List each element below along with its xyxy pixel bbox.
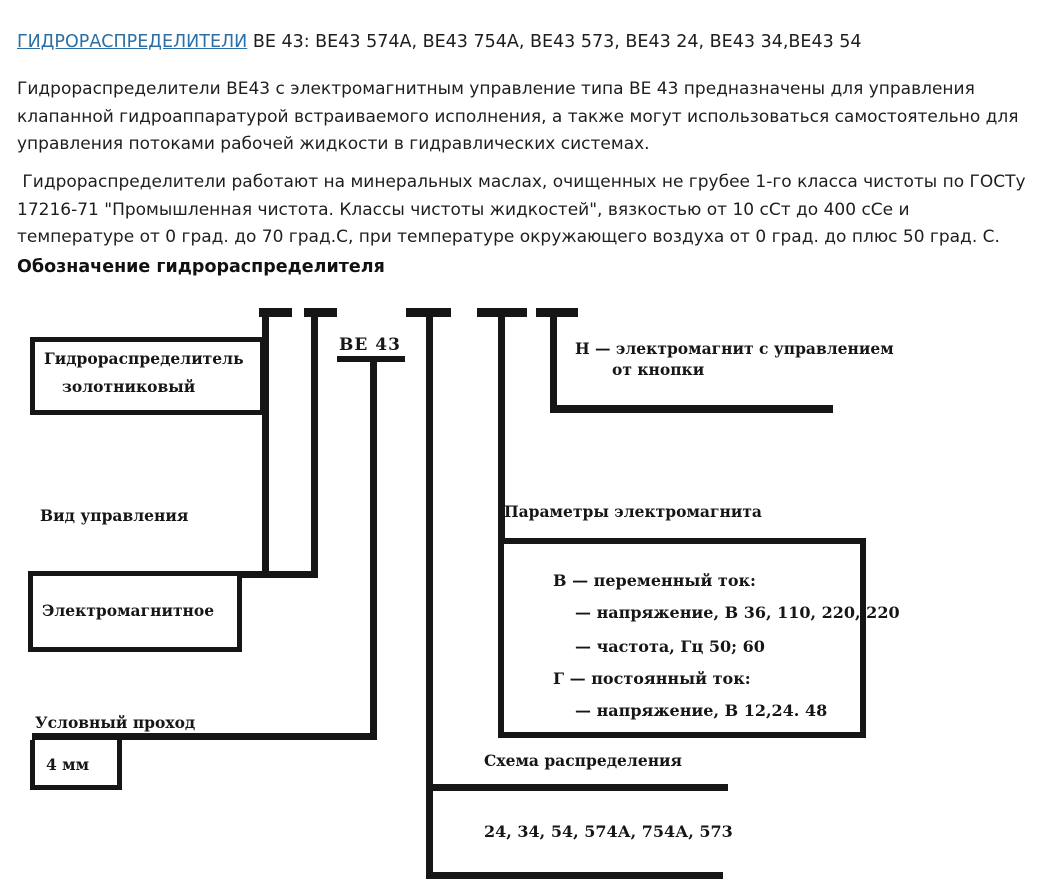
scheme-values: 24, 34, 54, 574А, 754А, 573	[484, 822, 733, 841]
conditions-paragraph: Гидрораспределители работают на минеральных маслах, очищенных не грубее 1-го класса чистоты по ГОСТу 17216-71 "Промышленная чистота. Классы чистоты жидкостей", вязкостью от 10 сСт до 400 сСе и температуре от 0 град. до 70 град.С, при температуре окружающего воздуха от 0 град. до плюс 50 град. С.	[17, 172, 1032, 247]
button-note-line2: от кнопки	[612, 360, 705, 379]
magnet-params-line-dc: Г — постоянный ток:	[553, 669, 751, 688]
bore-value: 4 мм	[46, 755, 90, 774]
control-kind-label: Вид управления	[40, 506, 189, 525]
drop-line-model	[370, 357, 377, 740]
model-underline	[337, 356, 405, 362]
magnet-params-line-dc-voltage: — напряжение, В 12,24. 48	[575, 701, 828, 720]
page-title	[17, 32, 862, 52]
tick-cap-2	[304, 308, 337, 317]
scheme-line-top	[426, 784, 728, 791]
drop-line-button-note	[550, 308, 557, 413]
scheme-label: Схема распределения	[484, 751, 682, 770]
type-box-line1: Гидрораспределитель	[44, 349, 244, 368]
drop-line-control	[311, 308, 318, 578]
designation-heading: Обозначение гидрораспределителя	[17, 257, 385, 277]
bore-label: Условный проход	[35, 713, 196, 732]
control-connector-line	[240, 571, 318, 578]
button-note-line1: Н — электромагнит с управлением	[575, 339, 894, 358]
model-label: ВЕ 43	[339, 335, 401, 355]
scheme-line-bottom	[426, 872, 723, 879]
magnet-params-line-frequency: — частота, Гц 50; 60	[575, 637, 765, 656]
control-kind-value: Электромагнитное	[42, 601, 215, 620]
button-note-line	[550, 405, 833, 413]
tick-cap-5	[536, 308, 578, 317]
title-link[interactable]: ГИДРОРАСПРЕДЕЛИТЕЛИ	[17, 32, 248, 52]
type-box-line2: золотниковый	[62, 377, 196, 396]
magnet-params-line-ac: В — переменный ток:	[553, 571, 756, 590]
magnet-params-line-ac-voltage: — напряжение, В 36, 110, 220, 220	[575, 603, 900, 622]
intro-paragraph: Гидрораспределители ВЕ43 с электромагнитным управление типа ВЕ 43 предназначены для управления клапанной гидроаппаратурой встраиваемого исполнения, а также могут использоваться самостоятельно для управления потоками рабочей жидкости в гидравлических системах.	[17, 79, 1024, 154]
magnet-params-label: Параметры электромагнита	[504, 502, 762, 521]
drop-line-scheme	[426, 308, 433, 879]
title-models: ВЕ 43: ВЕ43 574А, ВЕ43 754А, ВЕ43 573, ВЕ43 24, ВЕ43 34,ВЕ43 54	[247, 32, 862, 52]
bore-line	[32, 733, 377, 740]
